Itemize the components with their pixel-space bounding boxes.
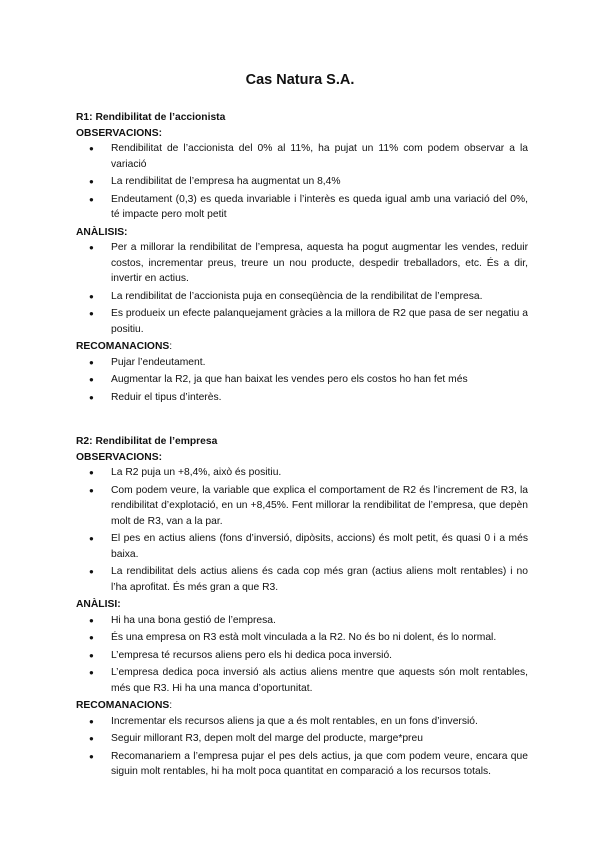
list-item: ● La rendibilitat de l’empresa ha augmentat un 8,4% xyxy=(76,174,528,190)
list-item: ● Recomanariem a l’empresa pujar el pes dels actius, ja que com podem veure, encara que siguin molt rentables, hi ha molt poca quantitat en comparació a los recursos totals. xyxy=(76,749,528,780)
list-item: ● Incrementar els recursos aliens ja que a és molt rentables, en un fons d’inversió. xyxy=(76,714,528,730)
list-item: ● La rendibilitat dels actius aliens és cada cop més gran (actius aliens molt rentables) i no l’ha aprofitat. És més gran a que R3. xyxy=(76,564,528,595)
bullet-list xyxy=(76,355,528,406)
list-item: ● Seguir millorant R3, depen molt del marge del producte, marge*preu xyxy=(76,731,528,747)
list-item: ● Reduir el tipus d’interès. xyxy=(76,390,528,406)
block-label-recomanacions: RECOMANACIONS: xyxy=(76,700,173,711)
document-body xyxy=(76,110,528,782)
list-item: ● Com podem veure, la variable que explica el comportament de R2 és l’increment de R3, la rendibilitat d’explotació, en un +8,45%. Fent millorar la rendibilitat de l’empresa, que depèn molt de R3, van a la par. xyxy=(76,483,528,530)
list-item: ● És una empresa on R3 està molt vinculada a la R2. No és bo ni dolent, és lo normal. xyxy=(76,630,528,646)
list-item: ● Es produeix un efecte palanquejament gràcies a la millora de R2 que pasa de ser negatiu a positiu. xyxy=(76,306,528,337)
list-item: ● Rendibilitat de l’accionista del 0% al 11%, ha pujat un 11% com podem observar a la variació xyxy=(76,141,528,172)
list-item: ● La rendibilitat de l’accionista puja en conseqüència de la rendibilitat de l’empresa. xyxy=(76,289,528,305)
list-item: ● L’empresa té recursos aliens pero els hi dedica poca inversió. xyxy=(76,648,528,664)
block-label-analisis: ANÀLISIS: xyxy=(76,226,128,238)
list-item: ● L’empresa dedica poca inversió als actius aliens mentre que aquests són molt rentables, més que R3. Hi ha una manca d’oportunitat. xyxy=(76,665,528,696)
block-label-analisi: ANÀLISI: xyxy=(76,599,121,610)
block-label-observacions: OBSERVACIONS: xyxy=(76,451,163,463)
list-item: ● Pujar l’endeutament. xyxy=(76,355,528,371)
list-item: ● Augmentar la R2, ja que han baixat les vendes pero els costos ho han fet més xyxy=(76,372,528,388)
list-item: ● Endeutament (0,3) es queda invariable i l’interès es queda igual amb una variació del 0%, té impacte pero molt petit xyxy=(76,192,528,223)
list-item: ● Per a millorar la rendibilitat de l’empresa, aquesta ha pogut augmentar les vendes, reduir costos, incrementar preus, treure un nou producte, despedir treballadors, etc. És a dir, invertir en actius. xyxy=(76,240,528,287)
list-item: ● El pes en actius aliens (fons d’inversió, dipòsits, accions) és molt petit, és quasi 0 i a més baixa. xyxy=(76,531,528,562)
section-r2 xyxy=(76,434,528,780)
block-label-observacions: OBSERVACIONS: xyxy=(76,127,163,139)
section-heading: R2: Rendibilitat de l’empresa xyxy=(76,436,218,447)
bullet-list xyxy=(76,714,528,780)
block-label-recomanacions: RECOMANACIONS: xyxy=(76,341,173,352)
section-r1 xyxy=(76,110,528,405)
bullet-list xyxy=(76,613,528,697)
bullet-list xyxy=(76,465,528,595)
document-title: Cas Natura S.A. xyxy=(245,72,355,88)
list-item: ● Hi ha una bona gestió de l’empresa. xyxy=(76,613,528,629)
list-item: ● La R2 puja un +8,4%, això és positiu. xyxy=(76,465,528,481)
bullet-list xyxy=(76,240,528,337)
section-heading: R1: Rendibilitat de l’accionista xyxy=(76,112,226,123)
bullet-list xyxy=(76,141,528,223)
